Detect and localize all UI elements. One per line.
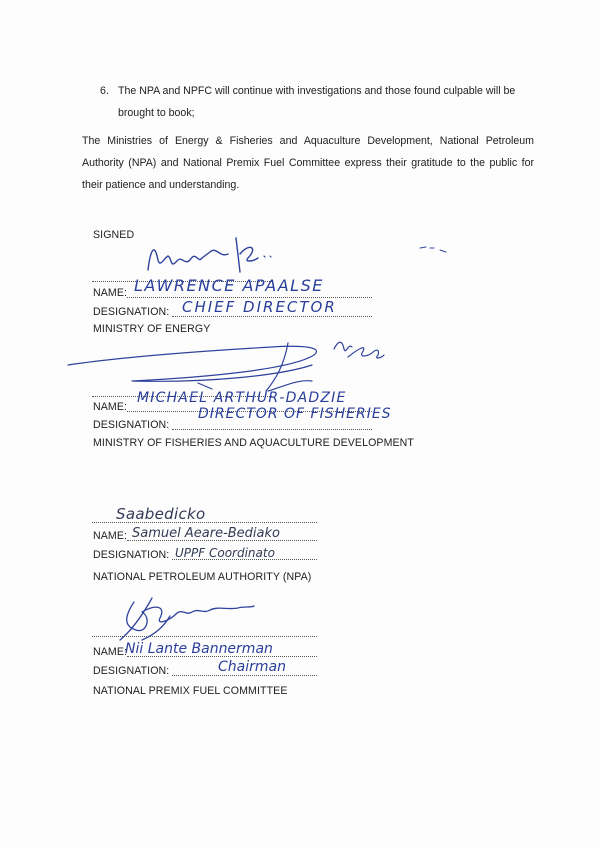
- name-label: NAME:: [93, 287, 128, 299]
- handwritten-name: LAWRENCE APAALSE: [134, 276, 324, 295]
- item-number: 6.: [100, 85, 109, 97]
- item-text: The NPA and NPFC will continue with investigations and those found culpable will be brought to book;: [118, 85, 516, 119]
- handwritten-name: MICHAEL ARTHUR-DADZIE: [137, 390, 347, 406]
- signature-bannerman: [112, 596, 262, 646]
- signed-label: SIGNED: [93, 229, 135, 241]
- name-label: NAME:: [93, 401, 128, 413]
- organization-label: MINISTRY OF FISHERIES AND AQUACULTURE DEVELOPMENT: [93, 437, 415, 449]
- name-label: NAME:: [93, 530, 128, 542]
- designation-line: [172, 675, 317, 676]
- organization-label: NATIONAL PREMIX FUEL COMMITTEE: [93, 685, 288, 697]
- designation-label: DESIGNATION:: [93, 419, 170, 431]
- handwritten-designation: UPPF Coordinato: [175, 546, 275, 560]
- organization-label: MINISTRY OF ENERGY: [93, 323, 211, 335]
- designation-label: DESIGNATION:: [93, 306, 170, 318]
- handwritten-name: Nii Lante Bannerman: [125, 641, 273, 657]
- numbered-item-6: [100, 80, 530, 124]
- handwritten-designation: CHIEF DIRECTOR: [182, 298, 337, 316]
- signature-bediako: Saabedicko: [116, 505, 206, 523]
- designation-label: DESIGNATION:: [93, 549, 170, 561]
- closing-paragraph: The Ministries of Energy & Fisheries and Aquaculture Development, National Petroleum Authority (NPA) and National Premix Fuel Committee express their gratitude to the public for their patience and understanding.: [82, 135, 534, 191]
- designation-line: [172, 316, 372, 317]
- handwritten-designation: DIRECTOR OF FISHERIES: [198, 406, 392, 422]
- handwritten-name: Samuel Aeare-Bediako: [132, 526, 280, 541]
- signature-apaalse: [140, 228, 280, 278]
- organization-label: NATIONAL PETROLEUM AUTHORITY (NPA): [93, 571, 312, 583]
- signature-line: [92, 522, 317, 523]
- designation-line: [172, 429, 372, 430]
- signature-line: [92, 636, 317, 637]
- pen-mark: [418, 242, 458, 254]
- handwritten-designation: Chairman: [218, 659, 286, 675]
- name-label: NAME:: [93, 646, 128, 658]
- designation-label: DESIGNATION:: [93, 665, 170, 677]
